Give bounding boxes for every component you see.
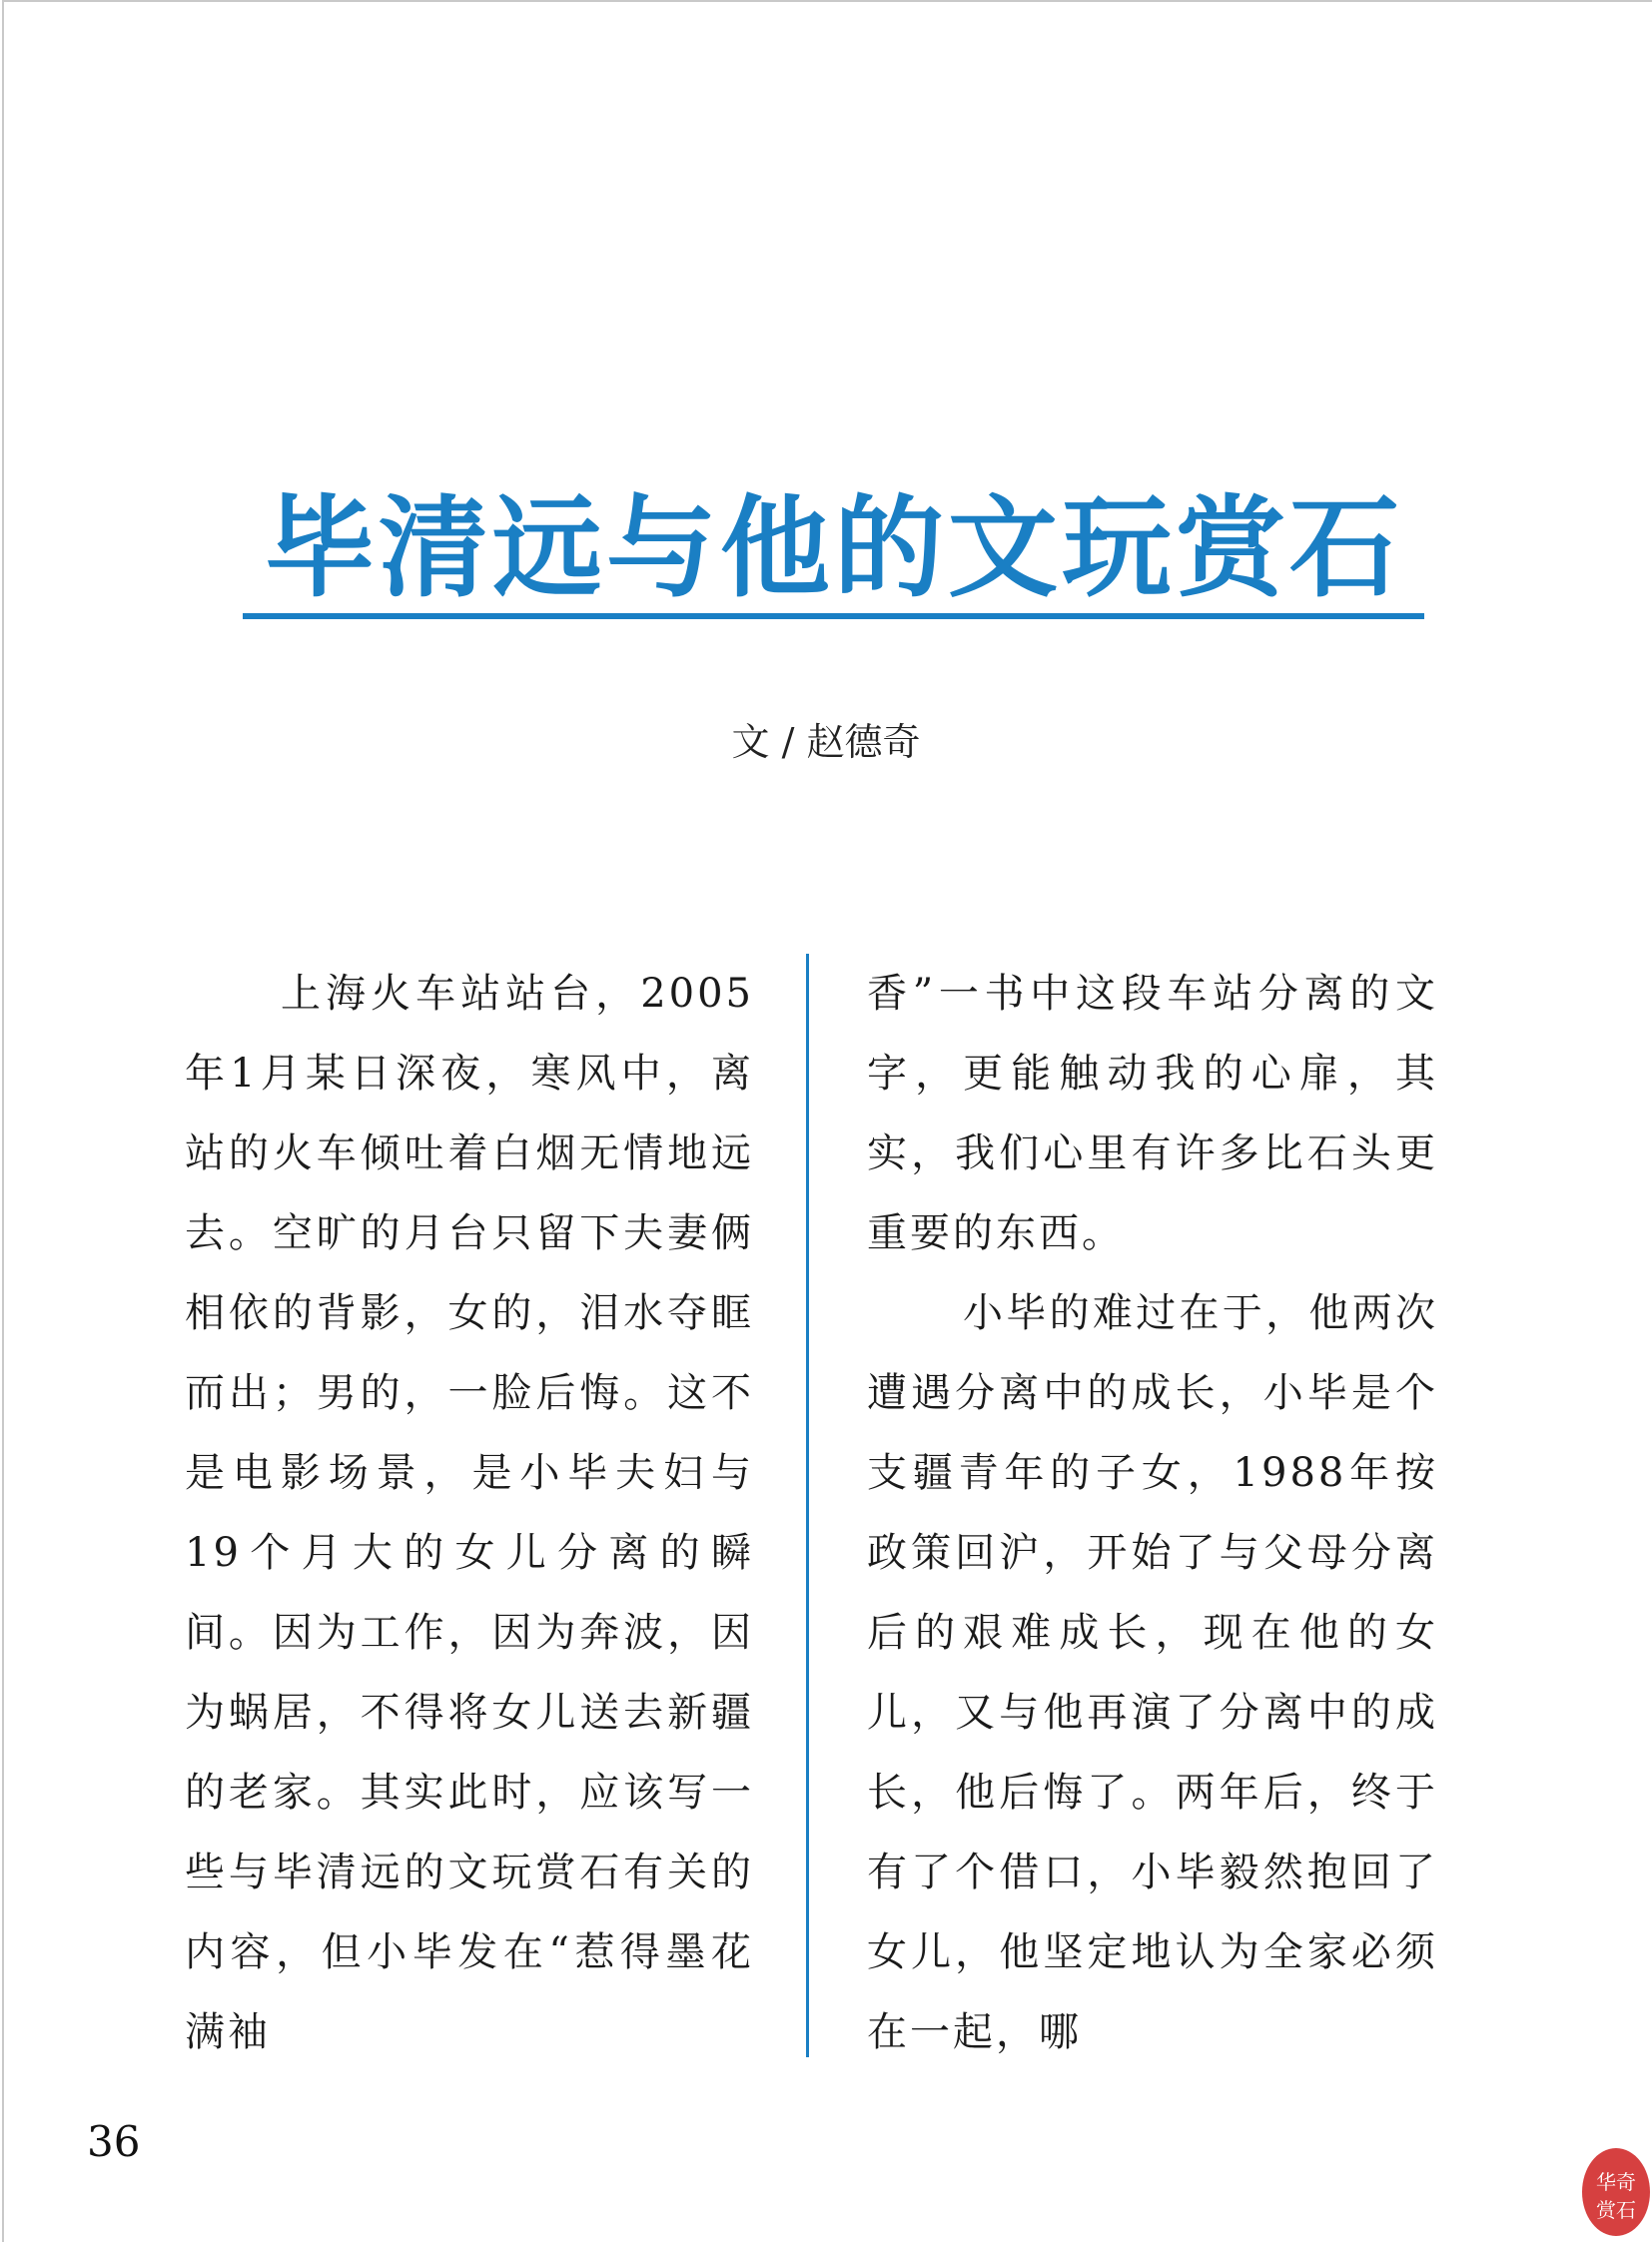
page-frame-top <box>2 0 1652 2</box>
right-column-paragraph: 小毕的难过在于，他两次遭遇分离中的成长，小毕是个支疆青年的子女，1988年按政策回沪，开始了与父母分离后的艰难成长，现在他的女儿，又与他再演了分离中的成长，他后悔了。两年后，终于有了个借口，小毕毅然抱回了女儿，他坚定地认为全家必须在一起，哪 <box>867 1290 1438 2055</box>
left-column-paragraph: 上海火车站站台，2005年1月某日深夜，寒风中，离站的火车倾吐着白烟无情地远去。空旷的月台只留下夫妻俩相依的背影，女的，泪水夺眶而出；男的，一脸后悔。这不是电影场景，是小毕夫妇与19个月大的女儿分离的瞬间。因为工作，因为奔波，因为蜗居，不得将女儿送去新疆的老家。其实此时，应该写一些与毕清远的文玩赏石有关的内容，但小毕发在“惹得墨花满袖 <box>185 971 754 2055</box>
page-frame-left <box>2 0 4 2242</box>
article-byline: 文 / 赵德奇 <box>731 720 921 764</box>
right-column <box>867 954 1438 2072</box>
right-column-paragraph-continued: 香”一书中这段车站分离的文字，更能触动我的心扉，其实，我们心里有许多比石头更重要的东西。 <box>867 971 1438 1256</box>
watermark-seal-icon <box>1570 2137 1652 2242</box>
column-divider <box>806 954 809 2057</box>
article-title: 毕清远与他的文玩赏石 <box>265 483 1403 612</box>
watermark-seal-text: 华奇 <box>1596 2170 1636 2194</box>
svg-text:赏石: 赏石 <box>1596 2198 1636 2222</box>
page-number: 36 <box>87 2117 141 2166</box>
title-underline <box>243 613 1424 619</box>
left-column <box>185 954 754 2072</box>
